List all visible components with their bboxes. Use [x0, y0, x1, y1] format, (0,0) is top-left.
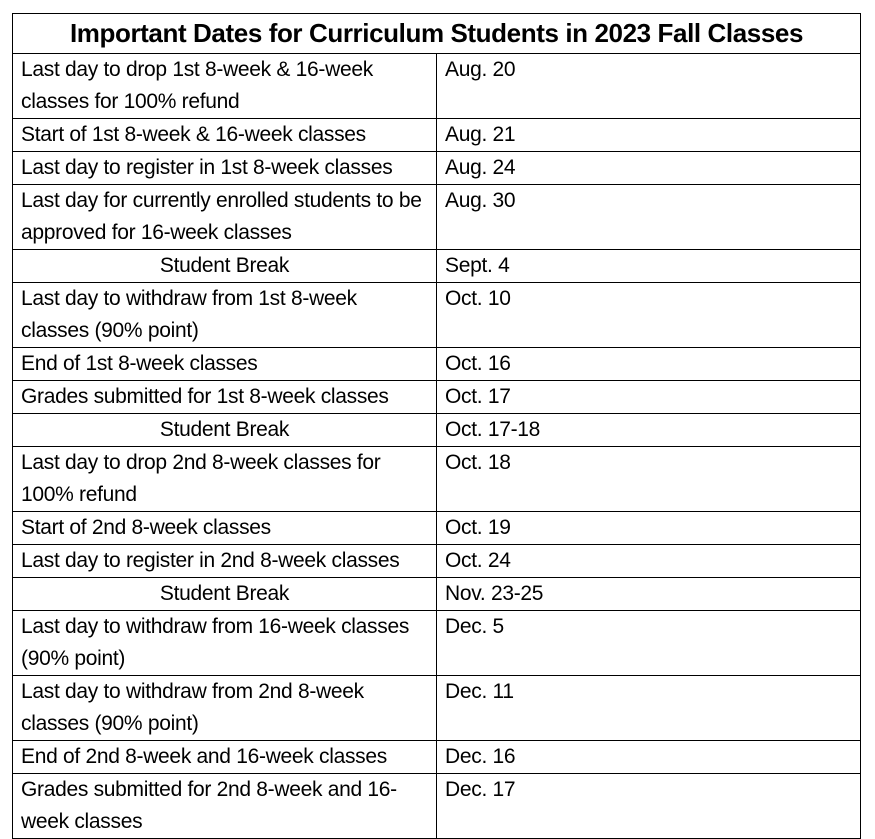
- event-cell: End of 1st 8-week classes: [13, 348, 437, 381]
- important-dates-table-container: [12, 13, 861, 839]
- event-cell: Student Break: [13, 250, 437, 283]
- table-row: [13, 185, 861, 250]
- date-cell: Oct. 10: [437, 283, 861, 348]
- student-break-row: [13, 250, 861, 283]
- important-dates-table: [12, 13, 861, 839]
- table-body: [13, 54, 861, 839]
- event-cell: Student Break: [13, 578, 437, 611]
- event-cell: Last day to register in 2nd 8-week classes: [13, 545, 437, 578]
- event-cell: Last day to withdraw from 1st 8-week classes (90% point): [13, 283, 437, 348]
- event-cell: Grades submitted for 1st 8-week classes: [13, 381, 437, 414]
- date-cell: Nov. 23-25: [437, 578, 861, 611]
- date-cell: Oct. 17: [437, 381, 861, 414]
- table-row: [13, 54, 861, 119]
- date-cell: Oct. 19: [437, 512, 861, 545]
- date-cell: Oct. 16: [437, 348, 861, 381]
- title-row: [13, 14, 861, 54]
- table-row: [13, 611, 861, 676]
- date-cell: Sept. 4: [437, 250, 861, 283]
- date-cell: Oct. 24: [437, 545, 861, 578]
- table-row: [13, 381, 861, 414]
- event-cell: Start of 2nd 8-week classes: [13, 512, 437, 545]
- student-break-row: [13, 414, 861, 447]
- event-cell: Last day to withdraw from 16-week classes (90% point): [13, 611, 437, 676]
- date-cell: Dec. 5: [437, 611, 861, 676]
- table-row: [13, 741, 861, 774]
- event-cell: Last day to drop 1st 8-week & 16-week classes for 100% refund: [13, 54, 437, 119]
- date-cell: Oct. 18: [437, 447, 861, 512]
- table-row: [13, 676, 861, 741]
- date-cell: Oct. 17-18: [437, 414, 861, 447]
- date-cell: Dec. 11: [437, 676, 861, 741]
- table-title: Important Dates for Curriculum Students in 2023 Fall Classes: [13, 14, 861, 54]
- table-row: [13, 152, 861, 185]
- event-cell: Last day to drop 2nd 8-week classes for 100% refund: [13, 447, 437, 512]
- event-cell: Last day for currently enrolled students to be approved for 16-week classes: [13, 185, 437, 250]
- table-row: [13, 283, 861, 348]
- date-cell: Aug. 24: [437, 152, 861, 185]
- student-break-row: [13, 578, 861, 611]
- event-cell: Grades submitted for 2nd 8-week and 16-week classes: [13, 774, 437, 839]
- event-cell: Last day to register in 1st 8-week classes: [13, 152, 437, 185]
- event-cell: Student Break: [13, 414, 437, 447]
- event-cell: Last day to withdraw from 2nd 8-week classes (90% point): [13, 676, 437, 741]
- table-row: [13, 348, 861, 381]
- date-cell: Aug. 20: [437, 54, 861, 119]
- event-cell: End of 2nd 8-week and 16-week classes: [13, 741, 437, 774]
- date-cell: Dec. 17: [437, 774, 861, 839]
- event-cell: Start of 1st 8-week & 16-week classes: [13, 119, 437, 152]
- date-cell: Dec. 16: [437, 741, 861, 774]
- date-cell: Aug. 21: [437, 119, 861, 152]
- table-row: [13, 512, 861, 545]
- date-cell: Aug. 30: [437, 185, 861, 250]
- table-row: [13, 447, 861, 512]
- table-row: [13, 774, 861, 839]
- table-row: [13, 545, 861, 578]
- table-row: [13, 119, 861, 152]
